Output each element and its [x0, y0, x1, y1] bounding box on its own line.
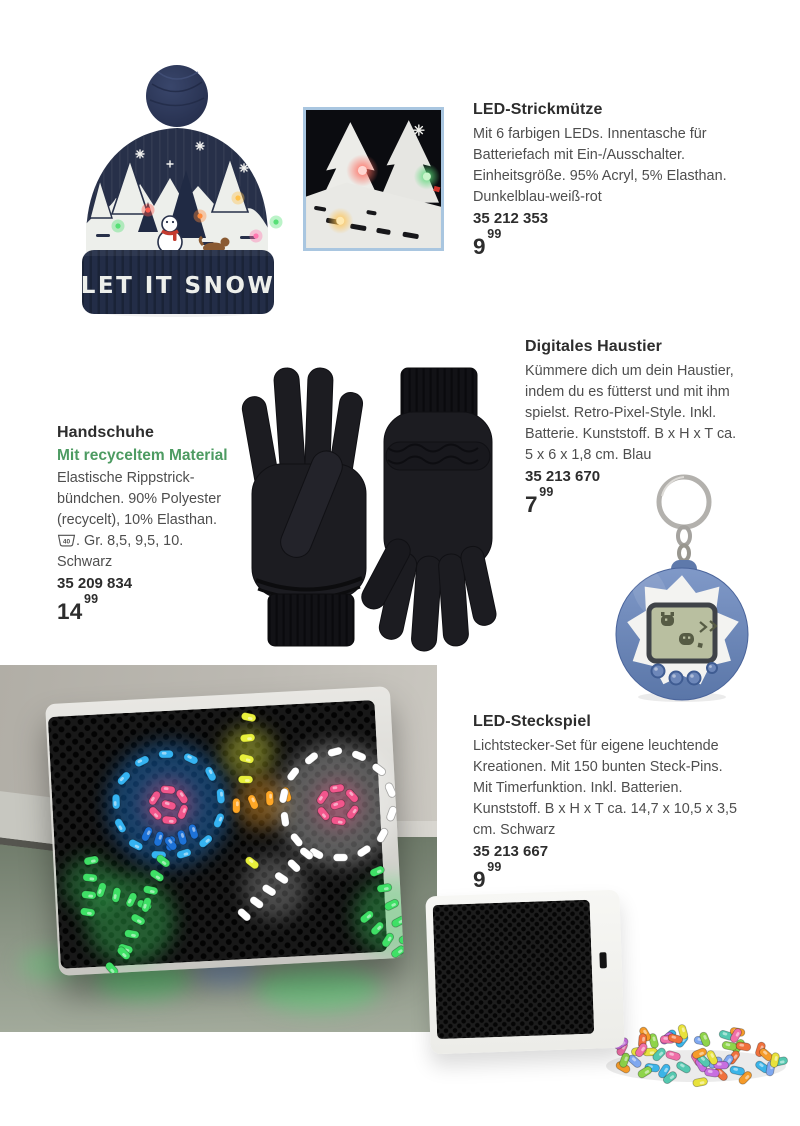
beanie-product-photo	[52, 52, 304, 320]
product-title: Digitales Haustier	[525, 338, 662, 355]
product-info-handschuhe	[57, 424, 237, 625]
wash-40-icon	[57, 533, 76, 547]
beanie-illustration	[52, 52, 304, 320]
product-description: Elastische Rippstrick-bündchen. 90% Polyester (recycelt), 10% Elasthan. 40 . Gr. 8,5, 9,5, 10. Schwarz	[57, 470, 222, 570]
pins-pile-illustration	[596, 1000, 798, 1100]
article-number: 35 213 670	[525, 468, 601, 485]
pegboard-face	[433, 900, 595, 1039]
led-detail-illustration	[306, 110, 441, 248]
keyring	[659, 477, 709, 527]
earbuds	[0, 915, 437, 1032]
right-glove	[358, 368, 498, 652]
steckspiel-lifestyle-photo	[0, 665, 437, 1032]
beanie-led-detail-photo	[303, 107, 444, 251]
chain-link	[678, 527, 690, 545]
pegboard-product-photo	[425, 890, 624, 1055]
product-title: Handschuhe	[57, 424, 155, 441]
article-number: 35 209 834	[57, 575, 133, 592]
article-number: 35 213 667	[473, 843, 549, 860]
gloves-illustration	[236, 356, 502, 654]
svg-text:40: 40	[62, 538, 71, 546]
product-description: Kümmere dich um dein Haustier, indem du es fütterst und mit ihm spielst. Retro-Pixel-Style. Inkl. Batterie. Kunststoff. B x H x T ca. 5 x 6 x 1,8 cm. Blau	[525, 363, 737, 463]
product-highlight: Mit recyceltem Material	[57, 447, 228, 464]
product-title: LED-Steckspiel	[473, 713, 591, 730]
snowflake-motif	[414, 125, 424, 135]
product-info-strickmuetze	[473, 101, 729, 260]
digital-pet-product-photo	[598, 466, 766, 703]
price: 9 $^{99}$	[473, 860, 502, 892]
beanie-cuff-text: LET IT SNOW	[80, 273, 276, 299]
price: 9 $^{99}$	[473, 227, 502, 259]
product-title: LED-Strickmütze	[473, 101, 603, 118]
article-number: 35 212 353	[473, 210, 549, 227]
power-switch	[599, 952, 607, 968]
gloves-product-photo	[236, 356, 502, 654]
chain-link	[679, 546, 689, 561]
product-description: Mit 6 farbigen LEDs. Innentasche für Batteriefach mit Ein-/Ausschalter. Einheitsgröße. 95% Acryl, 5% Elasthan. Dunkelblau-weiß-rot	[473, 126, 727, 205]
lcd-screen	[649, 605, 715, 661]
digital-pet-illustration	[598, 466, 766, 703]
steck-pins-pile-photo	[596, 1000, 798, 1100]
price: 14 $^{99}$	[57, 592, 99, 624]
price: 7 $^{99}$	[525, 485, 554, 517]
product-description: Lichtstecker-Set für eigene leuchtende Kreationen. Mit 150 bunten Steck-Pins. Mit Timerfunktion. Inkl. Batterien. Kunststoff. B x H x T ca. 14,7 x 10,5 x 3,5 cm. Schwarz	[473, 738, 737, 838]
product-info-steckspiel	[473, 713, 737, 893]
left-glove	[240, 367, 366, 646]
snowman-motif	[158, 216, 182, 254]
